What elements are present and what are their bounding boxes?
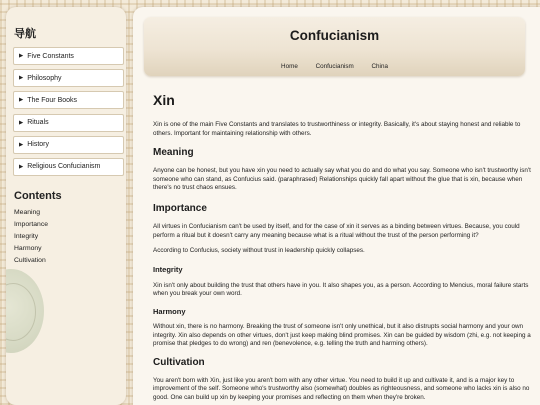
toc-link-meaning[interactable]: Meaning	[14, 208, 41, 216]
toc-link-harmony[interactable]: Harmony	[14, 244, 42, 252]
cultivation-paragraph: You aren't born with Xin, just like you aren't born with any other virtue. You need to build it up and cultivate it, and is a major key to improvement of the self. Someone who's trustworthy also (somewhat) doubles as righteousness, and someone who lacks xin is also no good. One can build up xin by keeping your promises and reflecting on them when they're broken.	[153, 376, 530, 401]
main-content	[133, 7, 540, 405]
header-nav-confucianism[interactable]: Confucianism	[315, 63, 354, 70]
nav-item-label: Rituals	[27, 119, 49, 127]
article-title: Xin	[153, 92, 175, 108]
toc-link-integrity[interactable]: Integrity	[14, 232, 39, 240]
nav-item-label: Philosophy	[27, 74, 62, 82]
nav-item-label: Five Constants	[27, 52, 74, 60]
cultivation-heading: Cultivation	[153, 356, 205, 368]
sidebar-title: 导航	[14, 28, 36, 40]
triangle-right-icon: ▶	[19, 163, 24, 170]
header-nav	[144, 63, 525, 70]
triangle-right-icon: ▶	[19, 119, 24, 126]
nav-item-five-constants[interactable]	[13, 47, 124, 65]
nav-item-philosophy[interactable]	[13, 69, 124, 87]
nav-item-religious-confucianism[interactable]	[13, 158, 124, 176]
table-of-contents	[14, 207, 126, 267]
toc-link-cultivation[interactable]: Cultivation	[14, 256, 46, 264]
site-header	[144, 17, 525, 76]
nav-item-label: History	[27, 141, 50, 149]
triangle-right-icon: ▶	[19, 97, 24, 104]
contents-title: Contents	[14, 189, 62, 202]
importance-paragraph-2: According to Confucius, society without trust in leadership quickly collapses.	[153, 247, 365, 255]
article	[153, 92, 533, 403]
importance-heading: Importance	[153, 202, 207, 214]
triangle-right-icon: ▶	[19, 75, 24, 82]
meaning-paragraph: Anyone can be honest, but you have xin you need to actually say what you do and do what you say. Someone who isn't trustworthy isn't someone who can stand, as Confucius said. (paraphrased) Relationships quickly fall apart without the glue that is xin, because when there's no trust chaos ensues.	[153, 167, 531, 192]
sidebar	[6, 7, 126, 405]
integrity-paragraph: Xin isn't only about building the trust that others have in you. It also shapes you, as a person. According to Mencius, moral failure starts when you break your own word.	[153, 281, 529, 298]
harmony-paragraph: Without xin, there is no harmony. Breaking the trust of someone isn't only unethical, but it also distrupts social harmony and your own integrity. Xin also depends on other virtues, don't just keep making blind promises. Xin can be guided by wisdom (zhi, e.g. not keeping a promise that pledges to do wrong) and ren (benevolence, e.g. telling the truth and harming others).	[153, 322, 531, 348]
header-nav-home[interactable]: Home	[281, 63, 298, 70]
integrity-heading: Integrity	[153, 264, 183, 274]
sidebar-nav	[13, 47, 126, 176]
nav-item-label: The Four Books	[27, 96, 78, 104]
intro-paragraph: Xin is one of the main Five Constants and translates to trustworthiness or integrity. Basically, it's about staying honest and reliable to others. Important for maintaining relationship with others.	[153, 121, 521, 137]
header-nav-china[interactable]: China	[371, 63, 388, 70]
site-title: Confucianism	[289, 28, 380, 43]
toc-link-importance[interactable]: Importance	[14, 220, 49, 228]
triangle-right-icon: ▶	[19, 53, 24, 59]
nav-item-four-books[interactable]	[13, 91, 124, 109]
meaning-heading: Meaning	[153, 147, 194, 159]
importance-paragraph: All virtues in Confucianism can't be used by itself, and for the case of xin it serves as a binding between virtues. Because, you could perform a ritual but it doesn't carry any meaning because what is a ritual without the trust of the person performing it?	[153, 222, 520, 239]
nav-item-label: Religious Confucianism	[27, 163, 101, 171]
nav-item-history[interactable]	[13, 136, 124, 154]
nav-item-rituals[interactable]	[13, 114, 124, 132]
triangle-right-icon: ▶	[19, 141, 24, 148]
harmony-heading: Harmony	[153, 306, 186, 316]
